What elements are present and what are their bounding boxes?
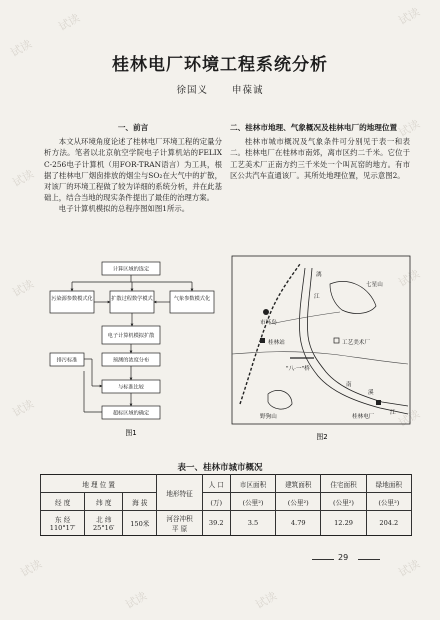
table-cell: 39.2 (202, 511, 230, 536)
watermark: 试读 (396, 5, 423, 28)
map-label: 市环岛 (260, 320, 277, 326)
flow-node-label: 电子计算机模拟扩散 (107, 333, 155, 339)
region-paragraph: 桂林市城市概况及气象条件可分别见于表一和表二。桂林电厂在桂林市南郊，离市区约二千米。它位于工艺美术厂正南方约三千米处一个叫瓦窑的地方。有市区公共汽车直通该厂。其所处地理位置，见示意图2。 (230, 137, 410, 180)
flow-node-label: 气象参数模式化 (173, 296, 211, 302)
article-title: 桂林电厂环境工程系统分析 (112, 55, 328, 75)
authors (0, 82, 440, 96)
table-cell (85, 511, 123, 536)
watermark: 试读 (123, 589, 150, 612)
author-name: 申葆诚 (232, 85, 264, 96)
latitude-label: 北 纬 (96, 516, 112, 524)
flow-node (102, 326, 160, 344)
watermark: 试读 (18, 557, 45, 580)
station-marker (260, 338, 265, 343)
table-cell: 204.2 (366, 511, 411, 536)
table-cell (41, 511, 85, 536)
flow-node-label: 污染源参数模式化 (51, 296, 93, 302)
flow-node (102, 262, 160, 275)
table-header-cell: 地形特征 (157, 475, 202, 511)
table-cell (157, 511, 202, 536)
table-header-cell: (公里²) (321, 493, 366, 511)
section-heading-intro: 一、前言 (117, 123, 149, 132)
map-label: "八·一"桥 (286, 366, 310, 372)
longitude-label: 东 经 (55, 516, 71, 524)
author-name: 徐国义 (176, 85, 208, 96)
table-row (41, 511, 412, 536)
watermark: 试读 (396, 267, 423, 290)
section-heading-region: 二、桂林市地理、气象概况及桂林电厂的地理位置 (230, 123, 398, 132)
table-header-row (41, 493, 412, 511)
flow-node-label: 与标准比较 (118, 384, 144, 391)
flow-node-label: 超标区域的确定 (112, 410, 150, 417)
table-header-cell: (公里²) (366, 493, 411, 511)
factory-marker (334, 338, 339, 343)
map-label: 江 (314, 294, 320, 300)
table-header-cell: 海 拔 (123, 493, 157, 511)
table-cell: 12.29 (321, 511, 366, 536)
flow-node (102, 353, 160, 366)
location-map-figure (230, 254, 412, 444)
river-line (307, 268, 408, 406)
watermark: 试读 (8, 37, 35, 60)
power-plant-marker (376, 400, 381, 405)
watermark: 试读 (10, 277, 37, 300)
flow-node-label: 计算区域的选定 (112, 266, 150, 273)
flow-node-label: 预测的浓度分布 (112, 357, 150, 364)
figure-2-caption: 图2 (316, 433, 328, 441)
map-label: 漓 (316, 272, 322, 278)
flow-node-label: 排污标准 (56, 357, 78, 364)
latitude-value: 25°16′ (92, 524, 115, 532)
map-label: 野狗山 (260, 414, 277, 420)
table-cell: 4.79 (276, 511, 321, 536)
table-header-cell: 人 口 (202, 475, 230, 493)
flowchart-figure (44, 256, 224, 438)
table-header-row (41, 475, 412, 493)
watermark: 试读 (396, 117, 423, 140)
table-header-cell: 市区面积 (230, 475, 275, 493)
flow-node (50, 291, 94, 313)
terrain-line: 平 原 (171, 525, 188, 533)
table-header-cell: (公里²) (230, 493, 275, 511)
table-header-cell: 地 理 位 置 (41, 475, 157, 493)
flow-node (50, 353, 84, 366)
left-column (44, 118, 222, 215)
watermark: 试读 (10, 167, 37, 190)
figure-1-caption: 图1 (125, 429, 137, 437)
intro-paragraph: 本文从环境角度论述了桂林电厂环境工程的定量分析方法。笔者以北京航空学院电子计算机站的FELIX C-256电子计算机（用FOR-TRAN语言）为工具，根据了桂林电厂烟囱排放的烟尘与SO₂在大气中的扩散，对该厂的环境工程做了较为详细的系统分析，并在此基础上，结合当地的现实条件提出了最佳的治理方案。 (44, 137, 222, 203)
map-label: 南 (346, 382, 352, 388)
map-label: 江 (390, 410, 396, 416)
road-line (232, 352, 408, 364)
watermark: 试读 (253, 589, 280, 612)
table-cell: 150米 (123, 511, 157, 536)
watermark: 试读 (396, 407, 423, 430)
flow-node (102, 380, 160, 393)
watermark: 试读 (10, 397, 37, 420)
hill-outline (268, 390, 292, 409)
watermark: 试读 (396, 557, 423, 580)
terrain-line: 河谷冲积 (166, 515, 193, 523)
table-header-cell: 绿地面积 (366, 475, 411, 493)
flow-node (102, 406, 160, 419)
right-column (230, 118, 410, 181)
map-label: 工艺美术厂 (342, 340, 370, 346)
road-line (270, 312, 340, 324)
table-header-cell: 住宅面积 (321, 475, 366, 493)
table-title: 表一、桂林市城市概况 (177, 463, 263, 473)
longitude-value: 110°17′ (49, 524, 76, 532)
table-header-cell: (公里²) (276, 493, 321, 511)
intro-paragraph-figure-ref: 电子计算机模拟的总程序图如图1所示。 (58, 204, 190, 214)
map-label: 桂林电厂 (352, 414, 375, 420)
page-number-rule (358, 559, 380, 560)
map-label: 七星山 (366, 282, 383, 288)
railway-line (240, 264, 300, 404)
table-header-cell: 经 度 (41, 493, 85, 511)
flow-node (170, 291, 214, 313)
map-label: 溪 (368, 390, 374, 396)
table-header-cell: 纬 度 (85, 493, 123, 511)
city-overview-table (40, 474, 412, 536)
map-label: 桂林站 (268, 340, 285, 346)
city-center-marker (263, 309, 269, 315)
flow-node (110, 291, 154, 313)
page-number-rule (312, 559, 334, 560)
flow-node-label: 扩散过程数学模式 (111, 296, 153, 302)
watermark: 试读 (56, 11, 83, 34)
table-cell: 3.5 (230, 511, 275, 536)
table-header-cell: (万) (202, 493, 230, 511)
table-header-cell: 建筑面积 (276, 475, 321, 493)
page-number: 29 (338, 553, 349, 562)
